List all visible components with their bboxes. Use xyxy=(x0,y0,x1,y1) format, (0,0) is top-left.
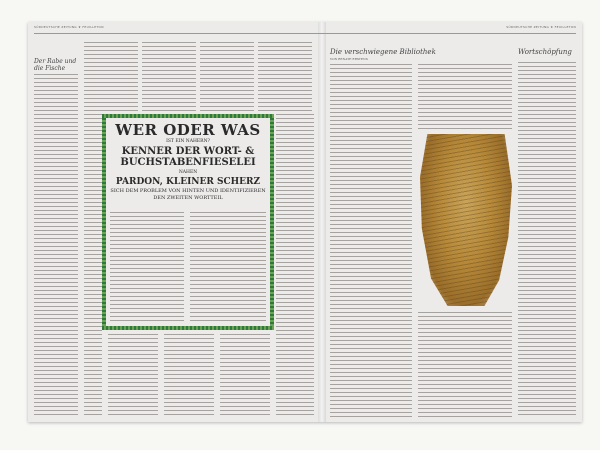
boxed-text-col-1 xyxy=(110,212,184,322)
article-column-bottom-1 xyxy=(108,334,158,418)
article-column-bottom-2 xyxy=(164,334,214,418)
right-article-col-2-bottom xyxy=(418,312,512,418)
page-header xyxy=(34,25,576,34)
vine-border-left xyxy=(102,114,106,330)
header-right: SÜDDEUTSCHE ZEITUNG ★ FEUILLETON xyxy=(506,25,576,29)
center-fold xyxy=(318,22,326,422)
article-title: Die verschwiegene Bibliothek xyxy=(330,48,436,56)
sidebar-text-left xyxy=(34,74,78,418)
article-column-bottom-3 xyxy=(220,334,270,418)
header-left: SÜDDEUTSCHE ZEITUNG ★ FEUILLETON xyxy=(34,25,104,29)
sidebar-text-right xyxy=(518,62,576,418)
headline-main-2: KENNER DER WORT- & BUCHSTABENFIESELEI xyxy=(120,146,256,168)
vine-border-top xyxy=(102,114,274,118)
article-column-right xyxy=(276,114,314,418)
headline-main-3: PARDON, KLEINER SCHERZ xyxy=(115,177,261,187)
sidebar-title-left: Der Rabe und die Fische xyxy=(34,58,77,72)
headline-sub-3: SICH DEM PROBLEM VON HINTEN UND IDENTIFIZIEREN DEN ZWEITEN WORTTEIL xyxy=(110,188,266,201)
right-article-col-1 xyxy=(330,64,412,418)
article-column-left-narrow xyxy=(84,114,102,418)
article-column-top-3 xyxy=(200,42,254,112)
article-column-top-1 xyxy=(84,42,138,112)
headline-sub-2: NAHEN xyxy=(178,170,198,175)
headline-sub-1: IST EIN NAHERN? xyxy=(166,139,210,144)
newspaper-spread xyxy=(28,22,582,422)
headline-main: WER ODER WAS xyxy=(115,121,261,139)
tower-of-babel-illustration xyxy=(420,134,512,306)
sidebar-title-right: Wortschöpfung xyxy=(518,48,572,56)
article-column-top-2 xyxy=(142,42,196,112)
right-article-col-2-top xyxy=(418,64,512,130)
vine-border-bottom xyxy=(102,326,274,330)
article-column-top-4 xyxy=(258,42,312,112)
boxed-text-col-2 xyxy=(190,212,266,322)
vine-border-right xyxy=(270,114,274,330)
article-byline: VON RENATE ERSTENS xyxy=(330,57,368,61)
